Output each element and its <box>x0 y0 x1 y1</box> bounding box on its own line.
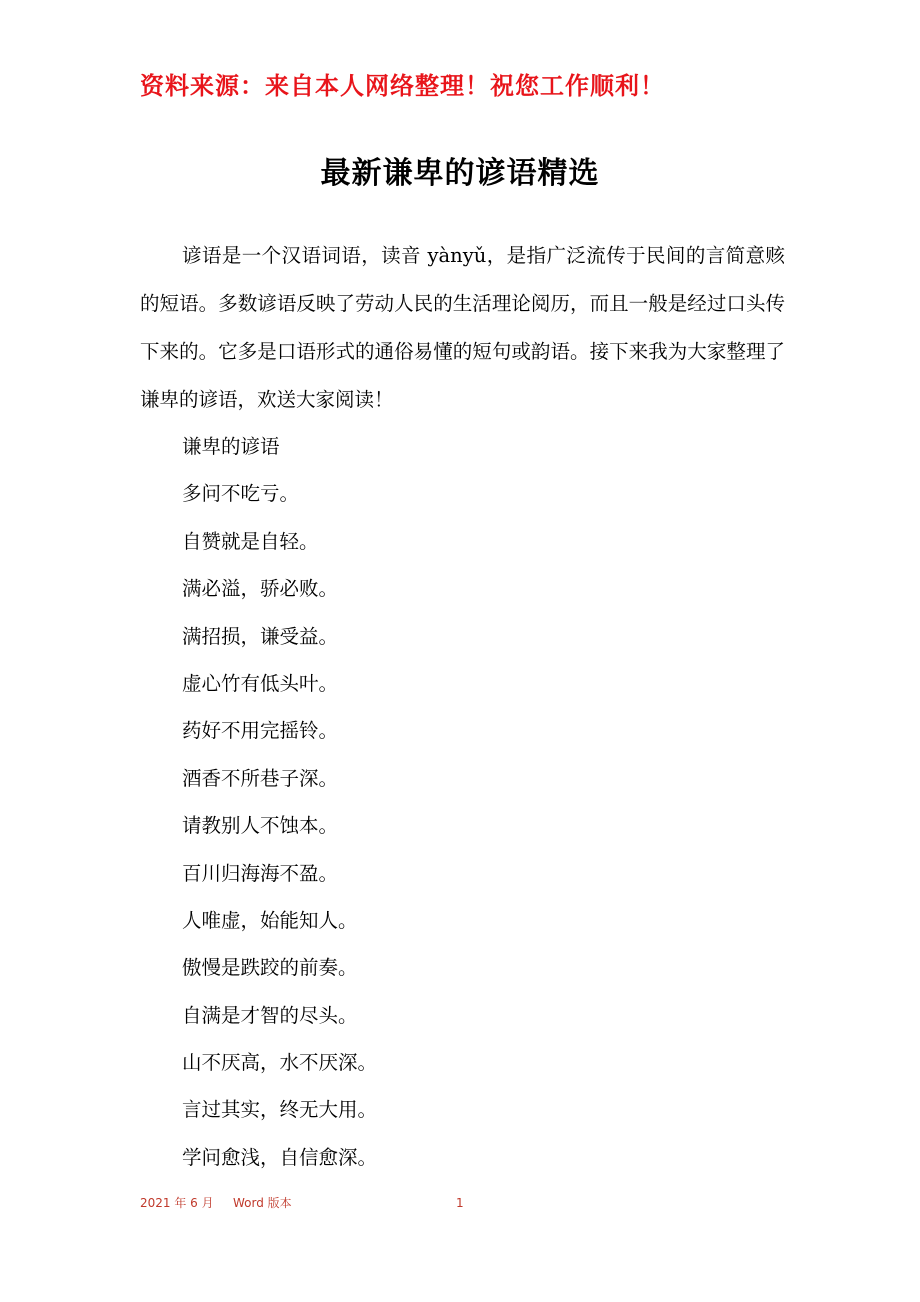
list-item: 百川归海海不盈。 <box>182 861 339 885</box>
list-item: 学问愈浅，自信愈深。 <box>182 1145 378 1169</box>
list-item: 酒香不所巷子深。 <box>182 766 339 790</box>
proverb-list <box>182 423 377 1181</box>
list-item: 药好不用完摇铃。 <box>182 719 339 743</box>
list-item: 人唯虚，始能知人。 <box>182 908 358 932</box>
list-item: 自满是才智的尽头。 <box>182 1003 358 1027</box>
list-item: 傲慢是跌跤的前奏。 <box>182 956 358 980</box>
page-title: 最新谦卑的谚语精选 <box>320 156 600 191</box>
list-item: 多问不吃亏。 <box>182 482 300 506</box>
footer-version: Word 版本 <box>233 1196 292 1210</box>
list-item: 满招损，谦受益。 <box>182 624 339 648</box>
page-footer <box>140 1193 470 1213</box>
list-item: 山不厌高，水不厌深。 <box>182 1051 378 1075</box>
footer-date: 2021 年 6 月 <box>140 1196 214 1210</box>
list-item: 满必溢，骄必败。 <box>182 577 339 601</box>
list-item: 言过其实，终无大用。 <box>182 1098 378 1122</box>
intro-paragraph: 谚语是一个汉语词语，读音 yànyǔ，是指广泛流传于民间的言简意赅的短语。多数谚语反映了劳动人民的生活理论阅历，而且一般是经过口头传下来的。它多是口语形式的通俗易懂的短句或韵语。接下来我为大家整理了谦卑的谚语，欢送大家阅读！ <box>140 244 785 411</box>
section-heading: 谦卑的谚语 <box>182 435 280 458</box>
list-item: 请教别人不蚀本。 <box>182 814 339 838</box>
list-item: 自赞就是自轻。 <box>182 529 319 553</box>
list-item: 虚心竹有低头叶。 <box>182 671 339 695</box>
source-banner: 资料来源：来自本人网络整理！祝您工作顺利！ <box>140 72 665 100</box>
page-number: 1 <box>456 1196 464 1210</box>
